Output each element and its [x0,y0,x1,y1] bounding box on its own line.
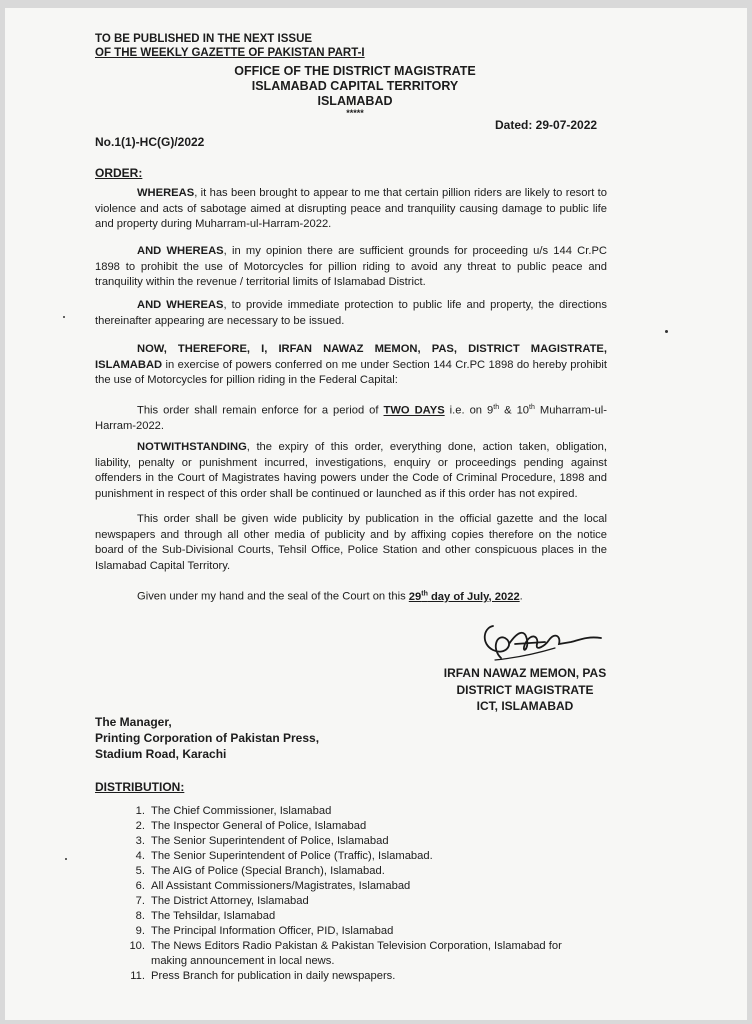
signature-block [425,665,625,715]
p8-day: 29th day of July, 2022 [408,590,520,603]
reference-number: No.1(1)-HC(G)/2022 [95,135,205,149]
p6-text: , the expiry of this order, everything done, action taken, obligation, liability, penalty or punishment incurred, investigations, enquiry or proceedings pending against offenders in the Court of Magistrates having powers under the Code of Criminal Procedure, 1898 and punishment in respect of this order shall be continued or launched as if this order has not expired. [95,441,607,500]
scan-speck [65,858,67,860]
signatory-name: IRFAN NAWAZ MEMON, PAS [443,666,607,680]
p4-lead: NOW, THEREFORE, I, IRFAN NAWAZ MEMON, PAS, DISTRICT MAGISTRATE, ISLAMABAD [95,343,607,371]
p4-text: in exercise of powers conferred on me under Section 144 Cr.PC 1898 do hereby prohibit the use of Motorcycles for pillion riding in the Federal Capital: [95,358,607,386]
p2-lead: AND WHEREAS [137,245,224,257]
office-stars: ***** [346,108,364,118]
paragraph-whereas [95,186,607,233]
paragraph-given-under-hand [95,586,607,605]
office-line-3: ISLAMABAD [317,94,393,108]
signatory-place: ICT, ISLAMABAD [476,699,574,713]
p1-text: , it has been brought to appear to me that certain pillion riders are likely to resort to violence and acts of sabotage aimed at disrupting peace and tranquility causing damage to public life and property during Muharram-ul-Harram-2022. [95,187,607,230]
list-item: 9. The Principal Information Officer, PID, Islamabad [135,925,394,937]
p8-a: Given under my hand and the seal of the Court on this [137,590,409,603]
distribution-list [123,804,623,984]
paragraph-and-whereas-2 [95,298,607,329]
p5-sup1: th [493,404,500,411]
paragraph-duration [95,400,607,435]
list-item: 8. The Tehsildar, Islamabad [135,910,276,922]
addressee-block [95,714,319,762]
signature-scribble [475,614,615,670]
paragraph-now-therefore [95,342,607,389]
p3-text: , to provide immediate protection to public life and property, the directions thereinafter appearing are necessary to be issued. [95,299,608,327]
addressee-line-2: Printing Corporation of Pakistan Press, [95,731,320,745]
office-header [225,64,485,118]
p2-text: , in my opinion there are sufficient grounds for proceeding u/s 144 Cr.PC 1898 to prohibit the use of Motorcycles for pillion riding to avoid any threat to public peace and tranquility within the revenue / territorial limits of Islamabad District. [95,245,608,288]
p5-b: i.e. on 9 [444,404,494,417]
signatory-title: DISTRICT MAGISTRATE [456,682,594,697]
office-line-2: ISLAMABAD CAPITAL TERRITORY [251,79,459,93]
scan-speck [665,330,668,333]
paragraph-publicity [95,512,607,574]
p1-lead: WHEREAS [137,187,195,199]
p5-a: This order shall remain enforce for a period of [137,404,384,417]
paragraph-and-whereas-1 [95,244,607,291]
list-item: 1. The Chief Commissioner, Islamabad [135,805,332,817]
p8-end: . [519,590,523,603]
list-item: 11. Press Branch for publication in daily newspapers. [130,970,396,982]
p6-lead: NOTWITHSTANDING [137,441,247,453]
addressee-line-3: Stadium Road, Karachi [95,747,227,761]
p5-sup2: th [529,404,535,411]
p5-bold: TWO DAYS [383,404,445,417]
dated: Dated: 29-07-2022 [495,118,598,132]
p7-text: This order shall be given wide publicity by publication in the official gazette and the local newspapers and through all other media of publicity and by affixing copies therefore on the notice board of the Sub-Divisional Courts, Tehsil Office, Police Station and other conspicuous places in the Islamabad Capital Territory. [95,513,607,572]
p3-lead: AND WHEREAS [137,299,224,311]
p5-d: Muharram-ul-Harram-2022. [95,404,608,433]
gazette-notice-line-1: TO BE PUBLISHED IN THE NEXT ISSUE [95,33,313,45]
list-item: 5. The AIG of Police (Special Branch), Islamabad. [135,865,385,877]
document-page [5,8,747,1020]
list-item: 3. The Senior Superintendent of Police, Islamabad [135,835,389,847]
list-item: 10. The News Editors Radio Pakistan & Pakistan Television Corporation, Islamabad for making announcement in local news. [129,940,562,967]
list-item: 6. All Assistant Commissioners/Magistrates, Islamabad [135,880,411,892]
order-heading: ORDER: [95,166,143,180]
list-item: 4. The Senior Superintendent of Police (Traffic), Islamabad. [135,850,433,862]
distribution-heading: DISTRIBUTION: [95,780,185,794]
p5-c: & 10 [499,404,530,417]
list-item: 2. The Inspector General of Police, Islamabad [135,820,367,832]
gazette-notice-line-2: OF THE WEEKLY GAZETTE OF PAKISTAN PART-I [95,47,365,59]
scan-speck [63,316,65,318]
paragraph-notwithstanding [95,440,607,502]
addressee-line-1: The Manager, [95,715,172,729]
list-item: 7. The District Attorney, Islamabad [135,895,309,907]
office-line-1: OFFICE OF THE DISTRICT MAGISTRATE [234,64,476,78]
